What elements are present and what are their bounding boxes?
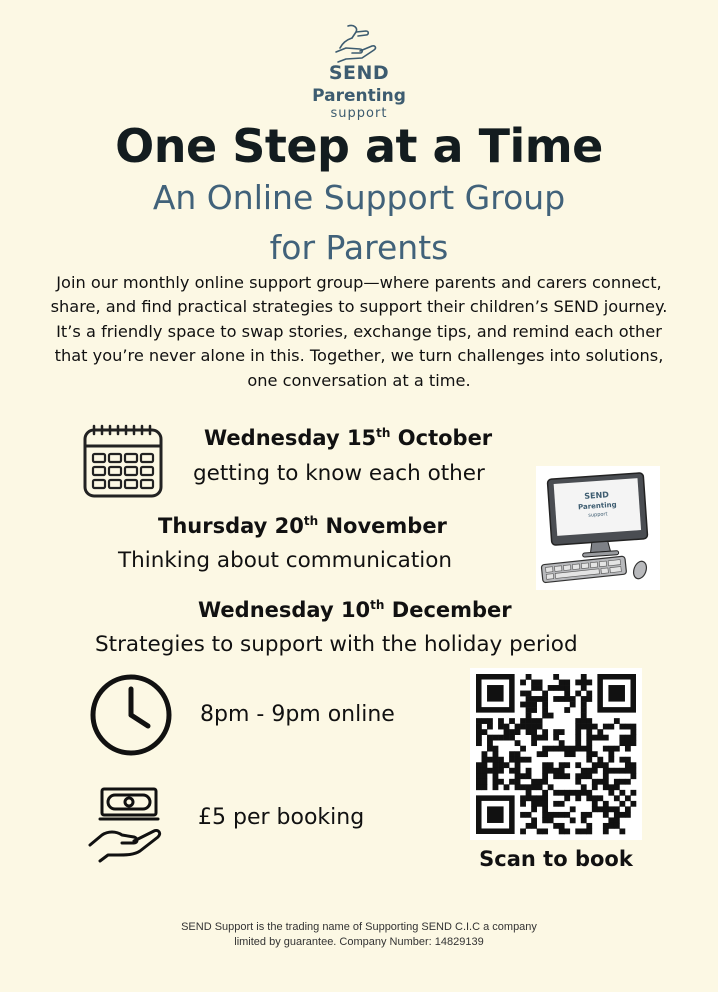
session-3-date: Wednesday 10th December xyxy=(198,598,512,622)
session-1-topic: getting to know each other xyxy=(193,461,485,486)
page-subtitle-line2: for Parents xyxy=(269,228,449,267)
screen-logo-line2: Parenting xyxy=(577,500,617,512)
page-title: One Step at a Time xyxy=(115,119,603,173)
qr-code[interactable] xyxy=(470,668,642,840)
screen-logo-line1: SEND xyxy=(584,490,610,501)
page-subtitle-line1: An Online Support Group xyxy=(152,178,566,217)
calendar-icon xyxy=(82,424,164,500)
computer-icon xyxy=(536,466,660,590)
money-hand-icon xyxy=(88,785,172,865)
footer-legal xyxy=(0,920,718,950)
session-1-date: Wednesday 15th October xyxy=(204,426,493,450)
session-3-topic: Strategies to support with the holiday period xyxy=(95,632,578,657)
logo-subtitle: Parenting xyxy=(312,86,406,106)
session-2-topic: Thinking about communication xyxy=(118,548,453,573)
footer-line-1: SEND Support is the trading name of Supporting SEND C.I.C a company xyxy=(181,921,537,933)
scan-to-book-label: Scan to book xyxy=(479,847,633,871)
logo-title: SEND xyxy=(328,62,390,84)
clock-icon xyxy=(88,672,174,758)
hands-logo-icon xyxy=(332,22,386,64)
logo-tagline: support xyxy=(330,106,388,121)
session-2-date: Thursday 20th November xyxy=(158,514,447,538)
session-time: 8pm - 9pm online xyxy=(200,702,395,727)
intro-paragraph: Join our monthly online support group—where parents and carers connect, share, and find practical strategies to support their children’s SEND journey. It’s a friendly space to swap stories, exchange tips, and remind each other that you’re never alone in this. Together, we turn challenges into solutions, one conversation at a time. xyxy=(50,273,668,390)
screen-logo-line3: support xyxy=(588,511,608,519)
footer-line-2: limited by guarantee. Company Number: 14829139 xyxy=(234,936,484,948)
booking-price: £5 per booking xyxy=(198,805,365,830)
